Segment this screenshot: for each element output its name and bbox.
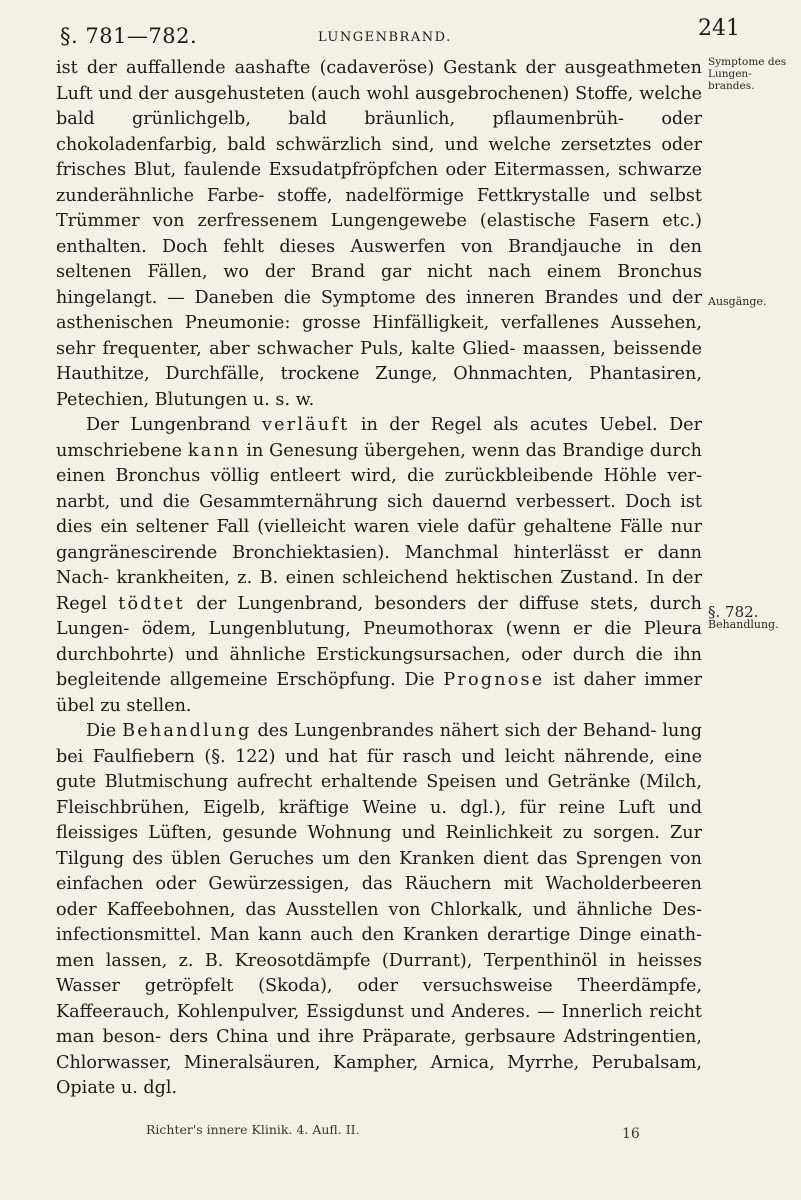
margin-note-section-782	[708, 603, 800, 631]
text-run: des Lungenbrandes nähert sich der Behand- lung bei Faulfiebern (§. 122) und hat für rasch und leicht nährende, eine gute Blutmischung aufrecht erhaltende Speisen und Getränke (Milch, Fleischbrühen, Eigelb, kräftige Weine u. dgl.), für reine Luft und fleissiges Lüften, gesunde Wohnung und Reinlichkeit zu sorgen. Zur Tilgung des üblen Geruches um den Kranken dient das Sprengen von einfachen oder Gewürzessigen, das Räuchern mit Wacholderbeeren oder Kaffeebohnen, das Ausstellen von Chlorkalk, und ähnliche Des- infectionsmittel. Man kann auch den Kranken derartige Dinge einath- men lassen, z. B. Kreosotdämpfe (Durrant), Terpenthinöl in heisses Wasser getröpfelt (Skoda), oder versuchsweise Theerdämpfe, Kaffeerauch, Kohlenpulver, Essigdunst und Anderes. — Innerlich reicht man beson- ders China und ihre Präparate, gerbsaure Adstringentien, Chlorwasser, Mineralsäuren, Kampher, Arnica, Myrrhe, Perubalsam, Opiate u. dgl.	[56, 721, 702, 1098]
body-text	[56, 56, 702, 1102]
page-number: 241	[698, 16, 740, 41]
emphasis-verlaeuft: verläuft	[261, 415, 350, 435]
paragraph-symptoms: ist der auffallende aashafte (cadaveröse) Gestank der ausgeathmeten Luft und der ausgehusteten (auch wohl ausgebrochenen) Stoffe, welche bald grünlichgelb, bald bräunlich, pflaumenbrüh- oder chokoladenfarbig, bald schwärzlich sind, und welche zersetztes oder frisches Blut, faulende Exsudatpfröpfchen oder Eitermassen, schwarze zunderähnliche Farbe- stoffe, nadelförmige Fettkrystalle und selbst Trümmer von zerfressenem Lungengewebe (elastische Fasern etc.) enthalten. Doch fehlt dieses Auswerfen von Brandjauche in den seltenen Fällen, wo der Brand gar nicht nach einem Bronchus hingelangt. — Daneben die Symptome des inneren Brandes und der asthenischen Pneumonie: grosse Hinfälligkeit, verfallenes Aussehen, sehr frequenter, aber schwacher Puls, kalte Glied- maassen, beissende Hauthitze, Durchfälle, trockene Zunge, Ohnmachten, Phantasiren, Petechien, Blutungen u. s. w.	[56, 58, 702, 410]
text-run: Der Lungenbrand	[86, 415, 262, 435]
page-footer	[0, 1118, 801, 1148]
section-range: §. 781—782.	[60, 24, 198, 48]
running-head	[0, 10, 801, 50]
sheet-signature: 16	[622, 1126, 640, 1142]
paragraph-treatment	[56, 719, 702, 1102]
margin-note-symptome: Symptome des Lungen- brandes.	[708, 56, 787, 92]
emphasis-toedtet: tödtet	[118, 593, 185, 614]
emphasis-prognose: Prognose	[443, 670, 545, 690]
emphasis-behandlung: Behandlung	[122, 721, 252, 741]
text-run: Die	[86, 721, 123, 741]
text-run: in der Regel als acutes Uebel. Der umschriebene	[56, 415, 702, 461]
text-run: der Lungenbrand, besonders der diffuse stets, durch Lungen- ödem, Lungenblutung, Pneumothorax (wenn er die Pleura durchbohrte) und ähnliche Erstickungsursachen, oder durch die ihn begleitende allgemeine Erschöpfung. Die	[56, 593, 702, 690]
section-label: Behandlung.	[708, 618, 779, 631]
text-run: ist daher immer übel zu stellen.	[56, 670, 702, 716]
text-run: in Genesung übergehen, wenn das Brandige durch einen Bronchus völlig entleert wird, die zurückbleibende Höhle ver- narbt, und die Gesammternährung sich dauernd verbessert. Doch ist dies ein seltener Fall (vielleicht waren viele dafür gehaltene Fälle nur gangränescirende Bronchiektasien). Manchmal hinterlässt er dann Nach- krankheiten, z. B. einen schleichend hektischen Zustand. In der Regel	[56, 440, 702, 614]
paragraph-course	[56, 413, 702, 719]
emphasis-kann: kann	[187, 440, 241, 461]
running-title: LUNGENBRAND.	[318, 30, 452, 45]
section-number: §. 782.	[708, 603, 759, 621]
book-reference: Richter's innere Klinik. 4. Aufl. II.	[146, 1122, 360, 1137]
margin-note-ausgaenge: Ausgänge.	[708, 295, 767, 308]
